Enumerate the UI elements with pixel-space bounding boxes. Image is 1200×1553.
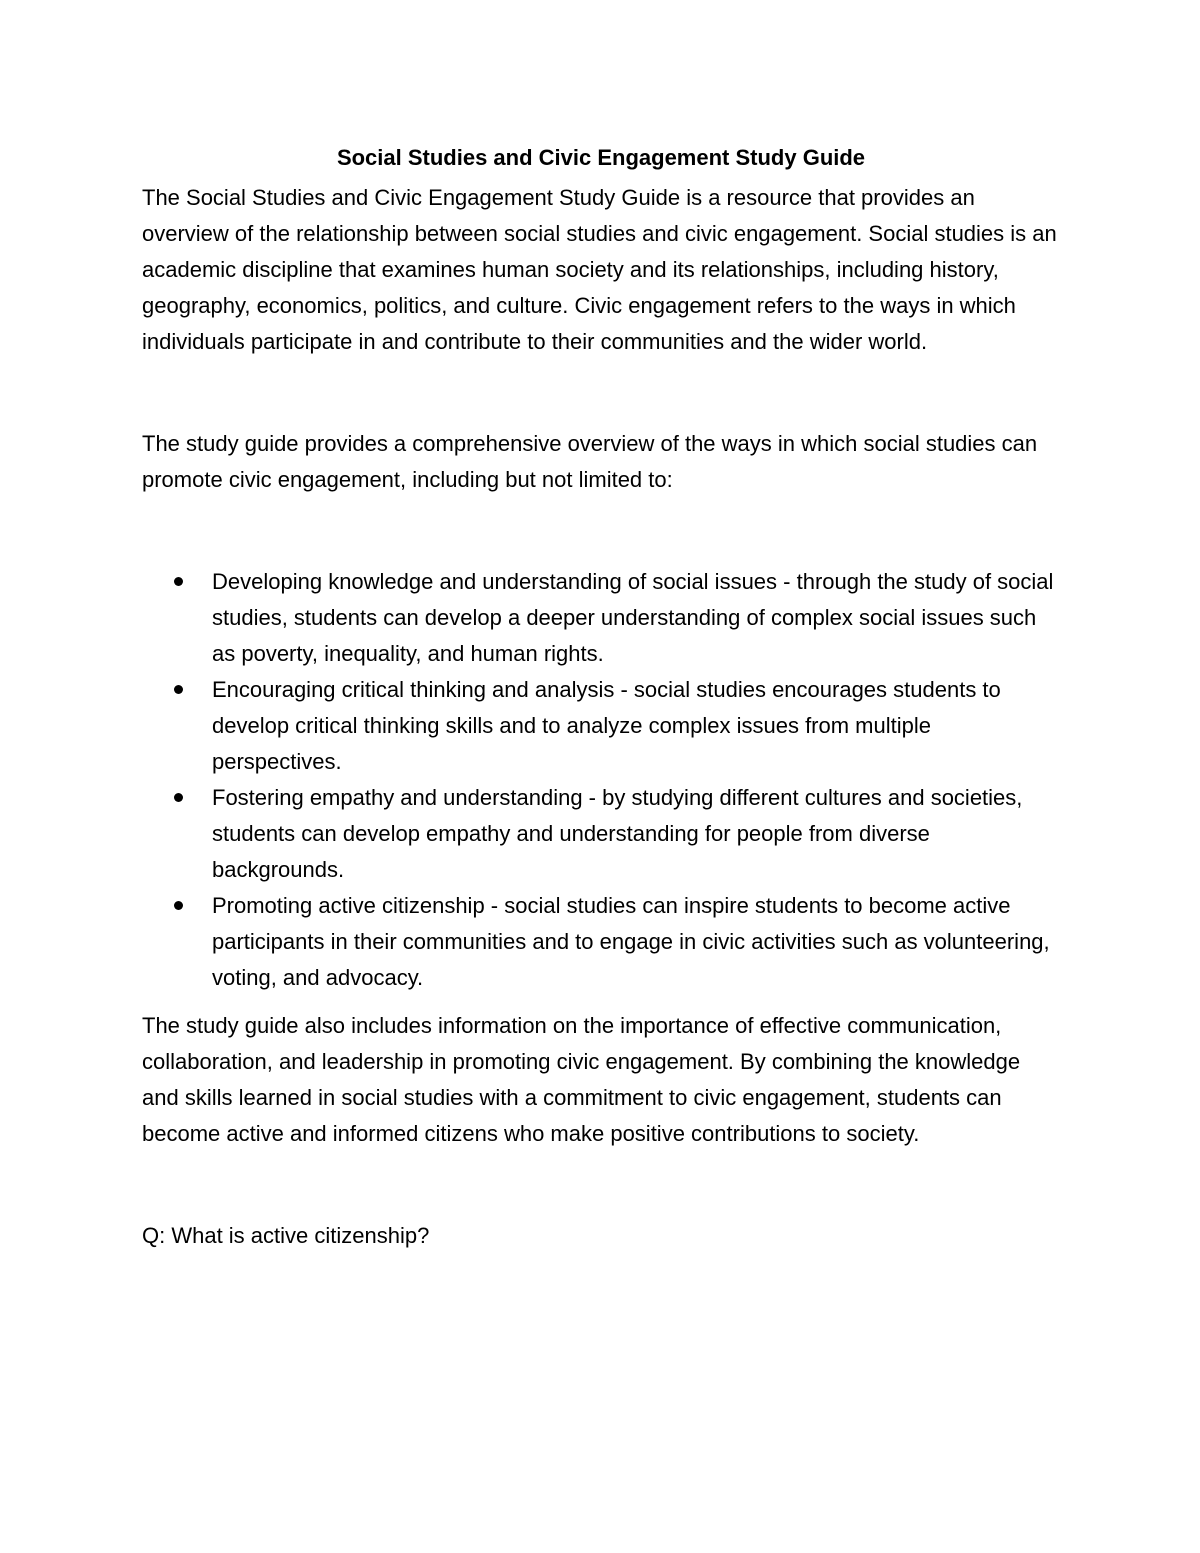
- list-item: [142, 780, 1060, 888]
- intro-paragraph: The Social Studies and Civic Engagement Study Guide is a resource that provides an overview of the relationship between social studies and civic engagement. Social studies is an academic discipline that examines human society and its relationships, including history, geography, economics, politics, and culture. Civic engagement refers to the ways in which individuals participate in and contribute to their communities and the wider world.: [142, 185, 1057, 354]
- document-page: [142, 140, 1060, 1254]
- bullet-icon: [174, 793, 183, 802]
- list-item: [142, 888, 1060, 996]
- list-item-text: Fostering empathy and understanding - by studying different cultures and societies, students can develop empathy and understanding for people from diverse backgrounds.: [212, 785, 1023, 882]
- list-item-text: Encouraging critical thinking and analysis - social studies encourages students to develop critical thinking skills and to analyze complex issues from multiple perspectives.: [212, 677, 1001, 774]
- list-item-text: Developing knowledge and understanding of social issues - through the study of social studies, students can develop a deeper understanding of complex social issues such as poverty, inequality, and human rights.: [212, 569, 1054, 666]
- question-text: Q: What is active citizenship?: [142, 1223, 430, 1248]
- list-item: [142, 564, 1060, 672]
- list-item-text: Promoting active citizenship - social studies can inspire students to become active participants in their communities and to engage in civic activities such as volunteering, voting, and advocacy.: [212, 893, 1050, 990]
- paragraph-spacer: [142, 1152, 1060, 1218]
- paragraph-spacer: [142, 498, 1060, 564]
- overview-paragraph: The study guide provides a comprehensive overview of the ways in which social studies can promote civic engagement, including but not limited to:: [142, 431, 1038, 492]
- paragraph-spacer: [142, 360, 1060, 426]
- bullet-icon: [174, 577, 183, 586]
- bullet-icon: [174, 901, 183, 910]
- bullet-list: [142, 564, 1060, 996]
- list-item: [142, 672, 1060, 780]
- bullet-icon: [174, 685, 183, 694]
- closing-paragraph: The study guide also includes information on the importance of effective communication, collaboration, and leadership in promoting civic engagement. By combining the knowledge and skills learned in social studies with a commitment to civic engagement, students can become active and informed citizens who make positive contributions to society.: [142, 1013, 1021, 1146]
- document-title: Social Studies and Civic Engagement Study Guide: [336, 145, 866, 170]
